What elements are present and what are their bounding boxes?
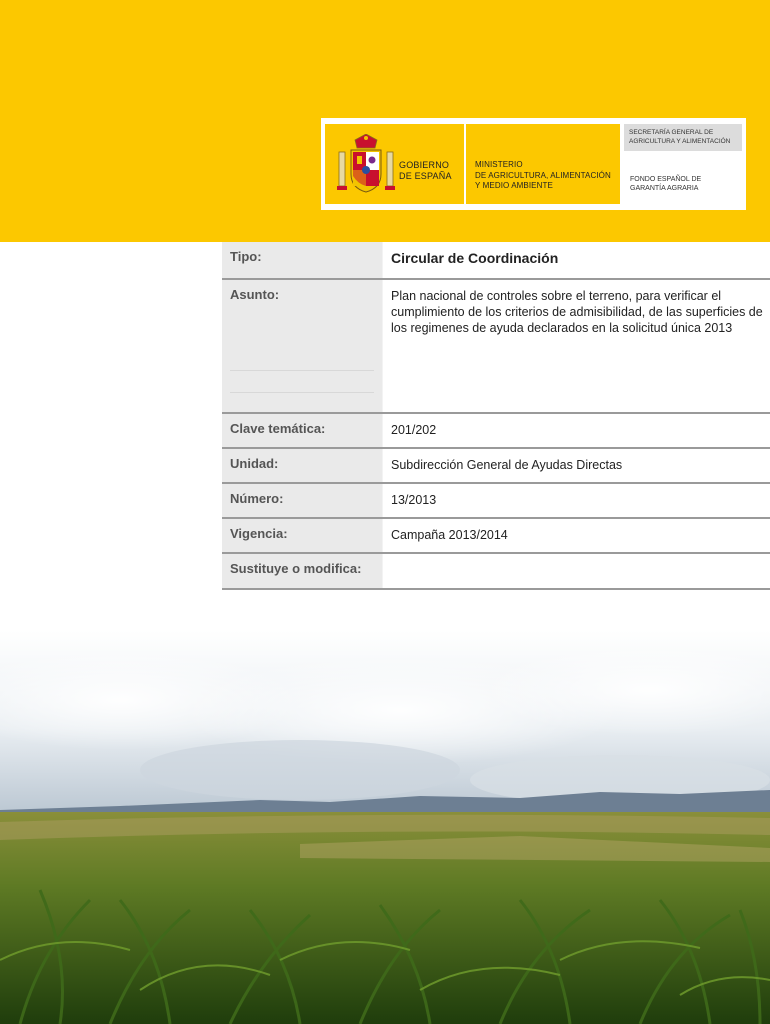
gobierno-line2: DE ESPAÑA [399,171,452,181]
ministerio-line1: MINISTERIO [475,160,523,169]
vigencia-label: Vigencia: [222,519,382,554]
asunto-value: Plan nacional de controles sobre el terreno, para verificar el cumplimiento de los criterios de admisibilidad, de las superficies de los regimenes de ayuda declarados en la solicitud única 2013 [382,280,770,414]
tipo-value: Circular de Coordinación [382,242,770,280]
gobierno-text [399,160,452,182]
vigencia-value: Campaña 2013/2014 [382,519,770,554]
secretaria-text [629,129,730,146]
document-info-table [222,242,770,590]
clave-label: Clave temática: [222,414,382,449]
tipo-label: Tipo: [222,242,382,280]
fega-line2: GARANTÍA AGRARIA [630,185,699,192]
faint-rule [230,370,374,371]
secretaria-block [624,124,742,151]
logo-divider [464,124,466,204]
ministerio-text [475,160,611,192]
row-clave [222,414,770,449]
numero-label: Número: [222,484,382,519]
row-tipo [222,242,770,280]
row-unidad [222,449,770,484]
unidad-label: Unidad: [222,449,382,484]
institutional-logo [321,118,746,210]
faint-rule [230,392,374,393]
government-logo-block [325,124,620,204]
asunto-label: Asunto: [222,280,382,414]
row-sustituye [222,554,770,590]
fega-line1: FONDO ESPAÑOL DE [630,176,702,183]
fega-text [630,175,701,193]
sustituye-label: Sustituye o modifica: [222,554,382,590]
header-banner [0,0,770,242]
unidad-value: Subdirección General de Ayudas Directas [382,449,770,484]
ministerio-line2: DE AGRICULTURA, ALIMENTACIÓN [475,170,611,180]
row-numero [222,484,770,519]
row-vigencia [222,519,770,554]
ministerio-line3: Y MEDIO AMBIENTE [475,181,553,190]
coat-of-arms-icon [337,134,395,196]
clave-value: 201/202 [382,414,770,449]
cornfield-photo-icon [0,630,770,1024]
row-asunto [222,280,770,414]
secretaria-line2: AGRICULTURA Y ALIMENTACIÓN [629,137,731,145]
row-divider [222,588,770,590]
gobierno-line1: GOBIERNO [399,160,450,170]
secretaria-line1: SECRETARÍA GENERAL DE [629,129,714,136]
numero-value: 13/2013 [382,484,770,519]
sustituye-value [382,554,770,590]
